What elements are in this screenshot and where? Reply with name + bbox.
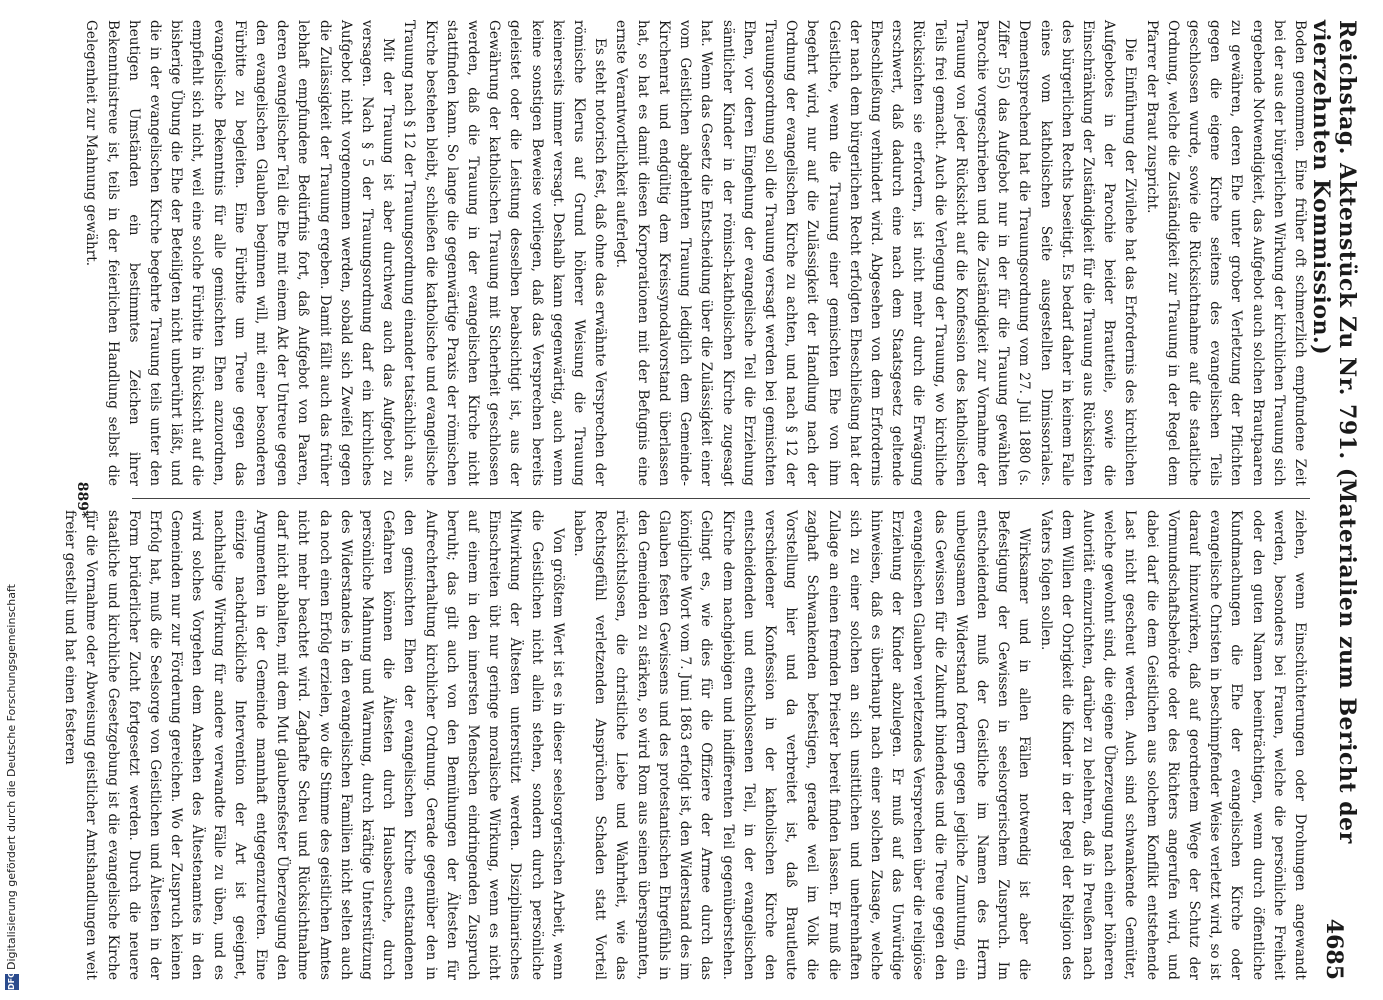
paragraph: Von größtem Wert ist es in dieser seelsorgerischen Arbeit, wenn die Geistlichen nicht allein stehen, sondern durch persönliche Mitwirkung der Ältesten unterstützt werden. Disziplinarisches Einschreiten übt nur geringe moralische Wirkung, wenn es nicht auf einem in den innersten Menschen eindringenden Zuspruch beruht; das gilt auch von den Bemühungen der Ältesten für Aufrechterhaltung kirchlicher Ordnung. Gerade gegenüber den in den gemischten Ehen der evangelischen Kirche entstandenen Gefahren können die Ältesten durch Hausbesuche, durch persönliche Mahnung und Warnung, durch kräftige Unterstützung des Widerstandes in den evangelischen Familien nicht selten auch da noch einen Erfolg erzielen, wo die Stimme des geistlichen Amtes nicht mehr beachtet wird. Zaghafte Scheu und Rücksichtnahme darf nicht abhalten, mit dem Mut glaubensfester Überzeugung den Argumenten in der Gemeinde mannhaft entgegenzutreten. Eine einzige nachdrückliche Intervention der Art ist geeignet, nachhaltige Wirkung für andere verwandte Fälle zu üben, und es wird solches Vorgehen dem Ansehen des Ältestenamtes in den Gemeinden nur zur Förderung gereichen. Wo der Zuspruch keinen Erfolg hat, muß die Seelsorge von Geistlichen und Ältesten in der Form brüderlicher Zucht fortgesetzt werden. Durch die neuere staatliche und kirchliche Gesetzgebung ist die evangelische Kirche für die Vornahme oder Abweisung geistlicher Amtshandlungen weit freier gestellt und hat einen festeren <box>62 510 566 980</box>
paragraph: Die Einführung der Zivilehe hat das Erfordernis des kirchlichen Aufgebotes in der Parochie beider Brautteile, sowie die Einschränkung der Zuständigkeit für die Trauung aus Rücksichten des bürgerlichen Rechts beseitigt. Es bedarf daher in keinem Falle eines vom katholischen Seite ausgestellten Dimissoriales. Dementsprechend hat die Trauungsordnung vom 27. Juli 1880 (s. Ziffer 55) das Aufgebot nur in der für die Trauung gewählten Parochie vorgeschrieben und die Zuständigkeit zur Vornahme der Trauung von jeder Rücksicht auf die Konfession des katholischen Teils frei gemacht. Auch die Verlegung der Trauung, wo kirchliche Rücksichten sie erfordern, ist nicht mehr durch die Erwägung erschwert, daß dadurch eine nach dem Staatsgesetz geltende Eheschließung verhindert wird. Abgesehen von dem Erfordernis der nach dem bürgerlichen Recht erfolgten Eheschließung hat der Geistliche, wenn die Trauung einer gemischten Ehe von ihm begehrt wird, nur auf die Zulässigkeit der Handlung nach der Ordnung der evangelischen Kirche zu achten, und nach § 12 der Trauungsordnung soll die Trauung versagt werden bei gemischten Ehen, vor deren Eingehung der evangelische Teil die Erziehung sämtlicher Kinder in der römisch-katholischen Kirche zugesagt hat. Wenn das Gesetz die Entscheidung über die Zulässigkeit einer vom Geistlichen abgelehnten Trauung lediglich dem Gemeinde-Kirchenrat und endgültig dem Kreissynodalvorstand überlassen hat, so hat es damit diesen Korporationen mit der Befugnis eine ernste Verantwortlichkeit auferlegt. <box>613 20 1139 486</box>
page-number: 4685 <box>1321 918 1347 980</box>
page-title: Reichstag. Aktenstück Zu Nr. 791. (Materialien zum Bericht der vierzehnten Kommission.) <box>1308 20 1360 844</box>
dfg-watermark <box>2 0 22 1000</box>
paragraph: Boden genommen. Eine früher oft schmerzlich empfundene Zeit bei der aus der bürgerlichen Wirkung der kirchlichen Trauung sich ergebende Notwendigkeit, das Aufgebot auch solchen Brautpaaren zu gewähren, deren Ehe unter grober Verletzung der Pflichten gegen die eigene Kirche seitens des evangelischen Teils geschlossen wurde, sowie die Rücksichtnahme auf die staatliche Ordnung, welche die Zuständigkeit zur Trauung in der Regel dem Pfarrer der Braut zuspricht. <box>1143 20 1308 486</box>
paragraph: ziehen, wenn Einschüchterungen oder Drohungen angewandt werden, besonders bei Frauen, welche die persönliche Freiheit oder den guten Namen beeinträchtigen, wenn durch öffentliche Kundmachungen die Ehe der evangelischen Kirche oder evangelische Christen in beschimpfender Weise verletzt wird, so ist darauf hinzuwirken, daß auf geordnetem Wege der Schutz der Vormundschaftsbehörde oder des Richters angerufen wird, und dabei darf die dem Geistlichen aus solchem Konflikt entstehende Last nicht gescheut werden. Auch sind schwankende Gemüter, welche gewohnt sind, die eigene Überzeugung nach einer höheren Autorität einzurichten, darüber zu belehren, daß in Preußen nach dem Willen der Obrigkeit die Kinder in der Regel der Religion des Vaters folgen sollen. <box>1037 510 1308 980</box>
right-column <box>62 510 1310 980</box>
dfg-watermark-text: Digitalisierung gefördert durch die Deutsche Forschungsgemeinschaft <box>5 584 18 970</box>
paragraph: Wirksamer und in allen Fällen notwendig ist aber die Befestigung der Gewissen in seelsorgerischem Zuspruch. Im entscheidenden muß der Geistliche im Namen des Herrn unbeugsamen Widerstand fordern gegen jegliche Zumutung, ein das Gewissen für die Zukunft bindendes und die Treue gegen den evangelischen Glauben verletzendes Versprechen über die religiöse Erziehung der Kinder abzulegen. Er muß auf das Unwürdige hinweisen, daß es überhaupt nach einer solchen Zusage, welche sich zu einer solchen an sich unsittlichen und unehrenhaften Zulage an einen fremden Priester bereit finden lassen. Er muß die zaghaft Schwankenden befestigen, gerade weil im Volk die Vorstellung hier und da verbreitet ist, daß Brautleute verschiedener Konfession in der katholischen Kirche den entscheidenden und entschlossenen Teil, in der evangelischen Kirche dem nachgiebigen und indifferenten Teil gegenüberstehen. Gelingt es, wie dies für die Offiziere der Armee durch das königliche Wort vom 7. Juni 1863 erfolgt ist, den Widerstand des im Glauben festen Gewissens und des protestantischen Ehrgefühls in den Gemeinden zu stärken, so wird Rom aus seinen überspannten, rücksichtslosen, die christliche Liebe und Wahrheit, wie das Rechtsgefühl verletzenden Ansprüchen Schaden statt Vorteil haben. <box>571 510 1033 980</box>
paragraph: Mit der Trauung ist aber durchweg auch das Aufgebot zu versagen. Nach § 5 der Trauungsordnung darf ein kirchliches Aufgebot nicht vorgenommen werden, sobald sich Zweifel gegen die Zulässigkeit der Trauung ergeben. Damit fällt auch das früher lebhaft empfundene Bedürfnis fort, daß Aufgebot von Paaren, deren evangelischer Teil die Ehe mit einem Akt der Untreue gegen den evangelischen Glauben beginnen will, mit einer besonderen Fürbitte zu begleiten. Eine Fürbitte um Treue gegen das evangelische Bekenntnis für alle gemischten Ehen anzuordnen, empfiehlt sich nicht, weil eine solche Fürbitte in Rücksicht auf die bisherige Übung die Ehe der Beteiligten nicht unberührt läßt, und die in der evangelischen Kirche begehrte Trauung teils unter den heutigen Umständen ein bestimmtes Zeichen ihrer Bekenntnistreue ist, teils in der feierlichen Handlung selbst die Gelegenheit zur Mahnung gewährt. <box>83 20 397 486</box>
scanned-page <box>62 0 1362 1000</box>
column-divider <box>132 498 1310 499</box>
left-column <box>83 20 1310 486</box>
paragraph: Es steht notorisch fest, daß ohne das erwähnte Versprechen der römische Klerus auf Grund höherer Weisung die Trauung keinerseits immer versagt. Deshalb kann gegenwärtig, auch wenn keine sonstigen Beweise vorliegen, daß das Versprechen bereits geleistet oder die Leistung desselben beabsichtigt ist, aus der Gewährung der katholischen Trauung mit Sicherheit geschlossen werden, daß die Trauung in der evangelischen Kirche nicht stattfinden kann. So lange die gegenwärtige Praxis der römischen Kirche bestehen bleibt, schließen die katholische und evangelische Trauung nach § 12 der Trauungsordnung einander tatsächlich aus. <box>401 20 609 486</box>
dfg-logo-icon: DFG <box>5 974 19 990</box>
page-header <box>1308 20 1360 980</box>
page-footer-mark: 889* <box>74 481 90 519</box>
